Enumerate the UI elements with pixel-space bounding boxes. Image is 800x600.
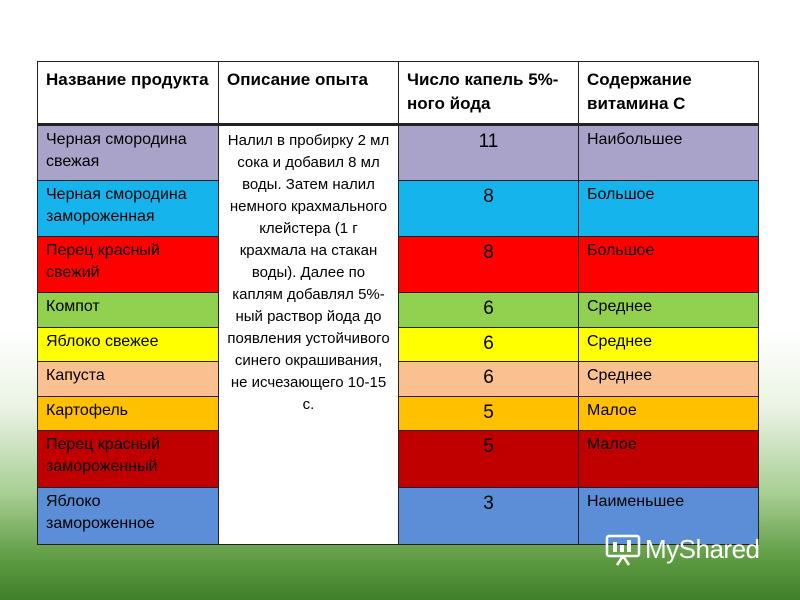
header-product: Название продукта: [38, 62, 219, 125]
content-cell: Большое: [579, 181, 759, 237]
drops-cell: 8: [399, 237, 579, 293]
content-cell: Малое: [579, 397, 759, 431]
drops-cell: 6: [399, 362, 579, 397]
table-row: [38, 328, 759, 362]
experiment-description: Налил в пробирку 2 мл сока и добавил 8 мл воды. Затем налил немного крахмального клейстера (1 г крахмала на стакан воды). Далее по каплям добавлял 5%-ный раствор йода до появления устойчивого синего окрашивания, не исчезающего 10-15 с.: [219, 125, 399, 545]
content-cell: Среднее: [579, 293, 759, 328]
myshared-watermark: [605, 532, 760, 566]
product-cell: Капуста: [38, 362, 219, 397]
content-cell: Малое: [579, 431, 759, 488]
table-row: [38, 397, 759, 431]
drops-cell: 6: [399, 328, 579, 362]
product-cell: Перец красный свежий: [38, 237, 219, 293]
header-description: Описание опыта: [219, 62, 399, 125]
product-cell: Черная смородина замороженная: [38, 181, 219, 237]
product-cell: Яблоко замороженное: [38, 488, 219, 545]
content-cell: Большое: [579, 237, 759, 293]
table-row: [38, 362, 759, 397]
presentation-icon: [605, 532, 641, 566]
content-cell: Среднее: [579, 362, 759, 397]
drops-cell: 5: [399, 397, 579, 431]
table-row: [38, 237, 759, 293]
product-cell: Компот: [38, 293, 219, 328]
table-row: [38, 125, 759, 181]
table-row: [38, 181, 759, 237]
content-cell: Среднее: [579, 328, 759, 362]
product-cell: Черная смородина свежая: [38, 125, 219, 181]
product-cell: Яблоко свежее: [38, 328, 219, 362]
drops-cell: 8: [399, 181, 579, 237]
vitamin-c-table: [37, 61, 759, 545]
watermark-text: MyShared: [645, 533, 760, 564]
header-row: [38, 62, 759, 125]
drops-cell: 3: [399, 488, 579, 545]
drops-cell: 11: [399, 125, 579, 181]
drops-cell: 5: [399, 431, 579, 488]
content-cell: Наименьшее: [579, 488, 759, 545]
header-drops: Число капель 5%-ного йода: [399, 62, 579, 125]
product-cell: Перец красный замороженный: [38, 431, 219, 488]
table-row: [38, 431, 759, 488]
table-row: [38, 293, 759, 328]
header-content: Содержание витамина С: [579, 62, 759, 125]
product-cell: Картофель: [38, 397, 219, 431]
drops-cell: 6: [399, 293, 579, 328]
content-cell: Наибольшее: [579, 125, 759, 181]
